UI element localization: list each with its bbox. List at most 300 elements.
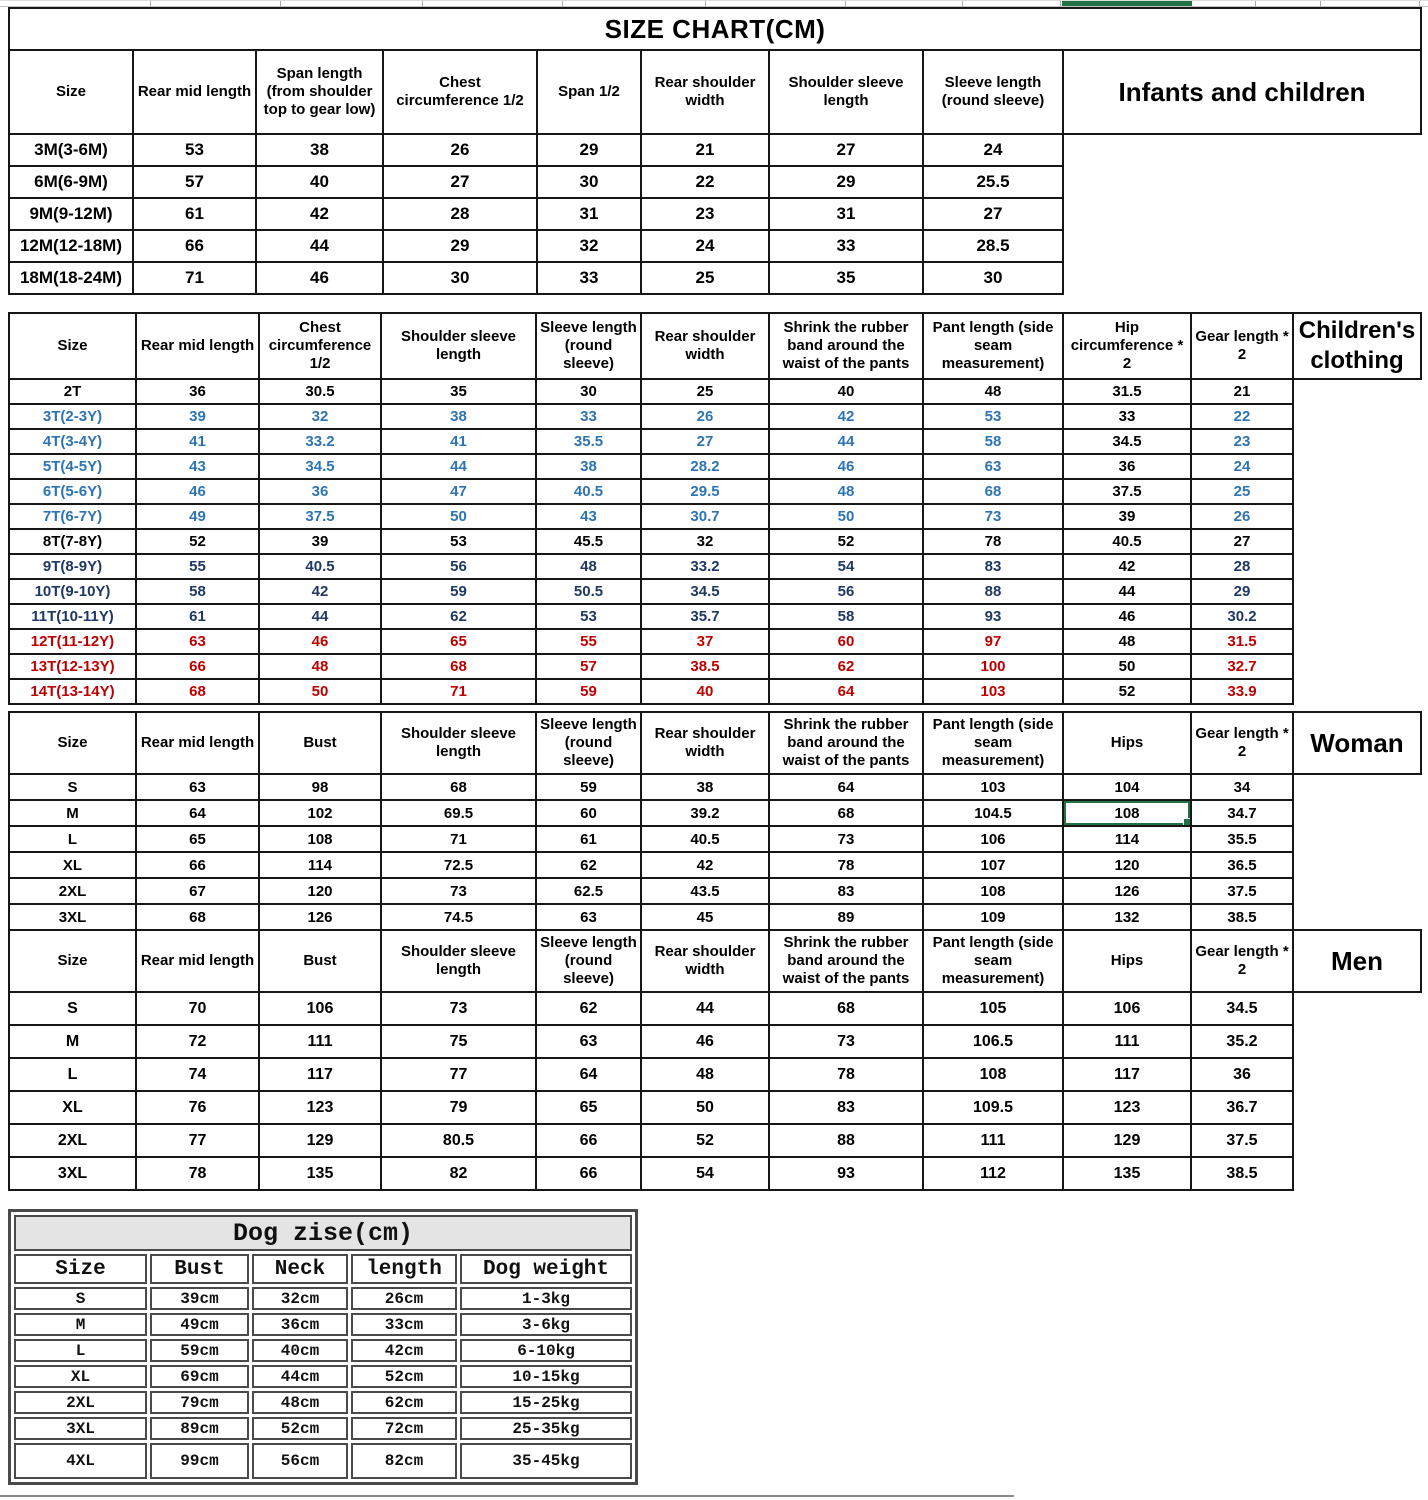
value-cell: 126 <box>259 904 381 930</box>
table-row <box>9 904 1421 930</box>
value-cell: 22 <box>1191 404 1293 429</box>
size-chart-title-row <box>9 8 1421 50</box>
value-cell: 52cm <box>351 1365 457 1388</box>
value-cell: 32 <box>641 529 769 554</box>
column-header-gear-length-2: Gear length * 2 <box>1191 712 1293 774</box>
column-header-size: Size <box>9 313 136 379</box>
value-cell: 111 <box>259 1025 381 1058</box>
value-cell: 103 <box>923 679 1063 704</box>
value-cell: 65 <box>136 826 259 852</box>
value-cell: 44 <box>1063 579 1191 604</box>
table-row <box>9 852 1421 878</box>
value-cell: 73 <box>381 992 536 1025</box>
value-cell: 100 <box>923 654 1063 679</box>
value-cell: 27 <box>383 166 537 198</box>
value-cell: 38 <box>536 454 641 479</box>
value-cell: 60 <box>769 629 923 654</box>
column-header-size: Size <box>9 50 133 134</box>
table-row <box>9 429 1421 454</box>
size-cell: 6M(6-9M) <box>9 166 133 198</box>
value-cell: 111 <box>1063 1025 1191 1058</box>
value-cell: 40.5 <box>1063 529 1191 554</box>
value-cell: 69.5 <box>381 800 536 826</box>
column-header-pant-length-side-seam-measurement: Pant length (side seam measurement) <box>923 313 1063 379</box>
column-header-rear-mid-length: Rear mid length <box>133 50 256 134</box>
value-cell: 61 <box>133 198 256 230</box>
table-row <box>9 198 1421 230</box>
value-cell: 44 <box>259 604 381 629</box>
value-cell: 66 <box>136 654 259 679</box>
value-cell: 52 <box>769 529 923 554</box>
size-cell: 2XL <box>14 1391 147 1414</box>
value-cell: 72 <box>136 1025 259 1058</box>
value-cell: 65 <box>536 1091 641 1124</box>
size-cell: 12M(12-18M) <box>9 230 133 262</box>
value-cell: 112 <box>923 1157 1063 1190</box>
value-cell: 123 <box>1063 1091 1191 1124</box>
value-cell: 48 <box>769 479 923 504</box>
value-cell: 33 <box>536 404 641 429</box>
value-cell: 27 <box>641 429 769 454</box>
size-cell: XL <box>14 1365 147 1388</box>
value-cell: 74.5 <box>381 904 536 930</box>
table-row <box>14 1339 632 1362</box>
value-cell: 48 <box>259 654 381 679</box>
column-header-rear-shoulder-width: Rear shoulder width <box>641 930 769 992</box>
value-cell: 107 <box>923 852 1063 878</box>
value-cell: 42 <box>259 579 381 604</box>
value-cell: 57 <box>133 166 256 198</box>
size-cell: 6T(5-6Y) <box>9 479 136 504</box>
table-row <box>9 166 1421 198</box>
value-cell: 71 <box>381 826 536 852</box>
value-cell: 53 <box>923 404 1063 429</box>
column-header-gear-length-2: Gear length * 2 <box>1191 930 1293 992</box>
size-cell: XL <box>9 852 136 878</box>
value-cell: 58 <box>136 579 259 604</box>
table-row <box>9 992 1421 1025</box>
value-cell: 73 <box>381 878 536 904</box>
column-header-shrink-the-rubber-band-around-the-waist-of-the-pants: Shrink the rubber band around the waist of the pants <box>769 313 923 379</box>
size-cell: 3XL <box>9 904 136 930</box>
table-row <box>14 1443 632 1479</box>
column-header-rear-shoulder-width: Rear shoulder width <box>641 50 769 134</box>
value-cell: 34.5 <box>1191 992 1293 1025</box>
value-cell: 25 <box>1191 479 1293 504</box>
size-cell: 5T(4-5Y) <box>9 454 136 479</box>
table-row <box>14 1391 632 1414</box>
dog-column-header-size: Size <box>14 1254 147 1284</box>
value-cell: 106.5 <box>923 1025 1063 1058</box>
table-row <box>9 1058 1421 1091</box>
value-cell: 45.5 <box>536 529 641 554</box>
selected-column-indicator <box>1062 1 1192 6</box>
column-header-hips: Hips <box>1063 930 1191 992</box>
size-cell: 3T(2-3Y) <box>9 404 136 429</box>
size-cell: L <box>9 826 136 852</box>
value-cell: 38.5 <box>641 654 769 679</box>
value-cell: 73 <box>769 1025 923 1058</box>
column-header-span-1-2: Span 1/2 <box>537 50 641 134</box>
men-header-row <box>9 930 1421 992</box>
value-cell: 29 <box>1191 579 1293 604</box>
dog-column-header-length: length <box>351 1254 457 1284</box>
woman-header-row <box>9 712 1421 774</box>
value-cell: 71 <box>381 679 536 704</box>
value-cell: 67 <box>136 878 259 904</box>
dog-table-title-row <box>14 1215 632 1251</box>
table-row <box>9 878 1421 904</box>
value-cell: 44 <box>641 992 769 1025</box>
table-row <box>9 1091 1421 1124</box>
table-row <box>9 800 1421 826</box>
value-cell: 103 <box>923 774 1063 800</box>
value-cell: 42 <box>1063 554 1191 579</box>
table-row <box>9 454 1421 479</box>
value-cell: 52 <box>641 1124 769 1157</box>
value-cell: 26cm <box>351 1287 457 1310</box>
value-cell: 98 <box>259 774 381 800</box>
column-header-pant-length-side-seam-measurement: Pant length (side seam measurement) <box>923 712 1063 774</box>
value-cell: 32cm <box>252 1287 348 1310</box>
value-cell: 44cm <box>252 1365 348 1388</box>
value-cell: 37.5 <box>1191 1124 1293 1157</box>
spreadsheet-top-gridline <box>0 0 1428 7</box>
value-cell: 45 <box>641 904 769 930</box>
table-row <box>9 579 1421 604</box>
value-cell: 29.5 <box>641 479 769 504</box>
size-cell: 3M(3-6M) <box>9 134 133 166</box>
column-header-bust: Bust <box>259 712 381 774</box>
value-cell: 62 <box>769 654 923 679</box>
men-size-table <box>8 929 1422 1191</box>
value-cell: 34.5 <box>641 579 769 604</box>
value-cell: 58 <box>923 429 1063 454</box>
table-row <box>9 604 1421 629</box>
value-cell: 108 <box>923 1058 1063 1091</box>
value-cell: 15-25kg <box>460 1391 632 1414</box>
table-row <box>9 479 1421 504</box>
value-cell: 59 <box>536 679 641 704</box>
column-header-pant-length-side-seam-measurement: Pant length (side seam measurement) <box>923 930 1063 992</box>
value-cell: 33 <box>1063 404 1191 429</box>
value-cell: 46 <box>136 479 259 504</box>
children-header-row <box>9 313 1421 379</box>
column-header-shoulder-sleeve-length: Shoulder sleeve length <box>769 50 923 134</box>
value-cell: 38 <box>381 404 536 429</box>
value-cell: 50 <box>769 504 923 529</box>
value-cell: 46 <box>1063 604 1191 629</box>
table-row <box>9 504 1421 529</box>
table-row <box>9 774 1421 800</box>
size-cell: 9M(9-12M) <box>9 198 133 230</box>
value-cell: 34.5 <box>1063 429 1191 454</box>
size-cell: 2XL <box>9 1124 136 1157</box>
value-cell: 35-45kg <box>460 1443 632 1479</box>
value-cell: 72cm <box>351 1417 457 1440</box>
table-row <box>9 554 1421 579</box>
value-cell: 66 <box>536 1124 641 1157</box>
column-header-shrink-the-rubber-band-around-the-waist-of-the-pants: Shrink the rubber band around the waist of the pants <box>769 930 923 992</box>
value-cell: 32 <box>259 404 381 429</box>
value-cell: 31 <box>769 198 923 230</box>
column-header-rear-shoulder-width: Rear shoulder width <box>641 712 769 774</box>
value-cell: 43.5 <box>641 878 769 904</box>
value-cell: 35 <box>769 262 923 294</box>
value-cell: 68 <box>136 904 259 930</box>
column-header-shoulder-sleeve-length: Shoulder sleeve length <box>381 313 536 379</box>
value-cell: 64 <box>769 679 923 704</box>
column-header-hip-circumference-2: Hip circumference * 2 <box>1063 313 1191 379</box>
infants-header-row <box>9 50 1421 134</box>
value-cell: 41 <box>381 429 536 454</box>
value-cell: 43 <box>136 454 259 479</box>
value-cell: 69cm <box>150 1365 249 1388</box>
value-cell: 27 <box>769 134 923 166</box>
value-cell: 68 <box>923 479 1063 504</box>
value-cell: 39 <box>136 404 259 429</box>
dog-table-title: Dog zise(cm) <box>14 1215 632 1251</box>
table-row <box>9 404 1421 429</box>
value-cell: 63 <box>136 629 259 654</box>
column-header-sleeve-length-round-sleeve: Sleeve length (round sleeve) <box>536 712 641 774</box>
value-cell: 59cm <box>150 1339 249 1362</box>
table-row <box>9 679 1421 704</box>
value-cell: 40 <box>769 379 923 404</box>
value-cell: 24 <box>641 230 769 262</box>
value-cell: 109 <box>923 904 1063 930</box>
value-cell: 52 <box>136 529 259 554</box>
table-row <box>9 1124 1421 1157</box>
column-header-sleeve-length-round-sleeve: Sleeve length (round sleeve) <box>923 50 1063 134</box>
value-cell: 25-35kg <box>460 1417 632 1440</box>
value-cell: 55 <box>136 554 259 579</box>
value-cell: 54 <box>769 554 923 579</box>
value-cell: 3-6kg <box>460 1313 632 1336</box>
value-cell: 46 <box>259 629 381 654</box>
value-cell: 61 <box>136 604 259 629</box>
value-cell: 88 <box>769 1124 923 1157</box>
value-cell: 39.2 <box>641 800 769 826</box>
value-cell: 39 <box>1063 504 1191 529</box>
value-cell: 27 <box>923 198 1063 230</box>
value-cell: 26 <box>383 134 537 166</box>
size-cell: 8T(7-8Y) <box>9 529 136 554</box>
value-cell: 50 <box>381 504 536 529</box>
value-cell: 30 <box>923 262 1063 294</box>
table-row <box>9 826 1421 852</box>
value-cell: 88 <box>923 579 1063 604</box>
value-cell: 106 <box>1063 992 1191 1025</box>
value-cell: 24 <box>1191 454 1293 479</box>
value-cell: 32 <box>537 230 641 262</box>
dog-header-row <box>14 1254 632 1284</box>
size-cell: S <box>9 774 136 800</box>
value-cell: 33cm <box>351 1313 457 1336</box>
value-cell: 33 <box>769 230 923 262</box>
value-cell: 39cm <box>150 1287 249 1310</box>
value-cell: 62 <box>536 852 641 878</box>
value-cell: 83 <box>769 878 923 904</box>
value-cell: 24 <box>923 134 1063 166</box>
value-cell: 102 <box>259 800 381 826</box>
value-cell: 30.7 <box>641 504 769 529</box>
value-cell: 30.2 <box>1191 604 1293 629</box>
table-row <box>9 230 1421 262</box>
value-cell: 37 <box>641 629 769 654</box>
value-cell: 40.5 <box>259 554 381 579</box>
size-cell: M <box>14 1313 147 1336</box>
value-cell: 28 <box>1191 554 1293 579</box>
value-cell: 1-3kg <box>460 1287 632 1310</box>
size-cell: S <box>9 992 136 1025</box>
value-cell: 35.7 <box>641 604 769 629</box>
value-cell: 40 <box>256 166 383 198</box>
value-cell: 55 <box>536 629 641 654</box>
value-cell: 6-10kg <box>460 1339 632 1362</box>
value-cell: 36 <box>1063 454 1191 479</box>
value-cell: 41 <box>136 429 259 454</box>
size-cell: 2T <box>9 379 136 404</box>
column-header-size: Size <box>9 930 136 992</box>
value-cell: 120 <box>1063 852 1191 878</box>
value-cell: 53 <box>536 604 641 629</box>
value-cell: 40.5 <box>536 479 641 504</box>
value-cell: 36 <box>259 479 381 504</box>
value-cell: 48 <box>536 554 641 579</box>
column-header-rear-shoulder-width: Rear shoulder width <box>641 313 769 379</box>
value-cell: 106 <box>259 992 381 1025</box>
value-cell: 77 <box>136 1124 259 1157</box>
value-cell: 42 <box>641 852 769 878</box>
value-cell: 74 <box>136 1058 259 1091</box>
value-cell: 23 <box>1191 429 1293 454</box>
value-cell: 50 <box>259 679 381 704</box>
value-cell: 38 <box>641 774 769 800</box>
dog-column-header-bust: Bust <box>150 1254 249 1284</box>
value-cell: 53 <box>133 134 256 166</box>
value-cell: 114 <box>259 852 381 878</box>
value-cell: 44 <box>381 454 536 479</box>
size-cell: L <box>9 1058 136 1091</box>
value-cell: 10-15kg <box>460 1365 632 1388</box>
value-cell: 57 <box>536 654 641 679</box>
value-cell: 21 <box>1191 379 1293 404</box>
value-cell: 59 <box>381 579 536 604</box>
value-cell: 23 <box>641 198 769 230</box>
size-cell: 4T(3-4Y) <box>9 429 136 454</box>
size-cell: 14T(13-14Y) <box>9 679 136 704</box>
section-label-men: Men <box>1293 930 1421 992</box>
value-cell: 60 <box>536 800 641 826</box>
value-cell: 47 <box>381 479 536 504</box>
infants-children-size-table <box>8 7 1422 295</box>
value-cell: 117 <box>1063 1058 1191 1091</box>
value-cell: 114 <box>1063 826 1191 852</box>
value-cell: 78 <box>769 852 923 878</box>
value-cell: 34.7 <box>1191 800 1293 826</box>
size-cell: 13T(12-13Y) <box>9 654 136 679</box>
value-cell: 89cm <box>150 1417 249 1440</box>
column-header-shoulder-sleeve-length: Shoulder sleeve length <box>381 712 536 774</box>
value-cell: 30 <box>536 379 641 404</box>
value-cell: 72.5 <box>381 852 536 878</box>
value-cell: 46 <box>641 1025 769 1058</box>
value-cell: 66 <box>133 230 256 262</box>
value-cell: 62.5 <box>536 878 641 904</box>
size-cell: 10T(9-10Y) <box>9 579 136 604</box>
value-cell: 33.9 <box>1191 679 1293 704</box>
value-cell: 22 <box>641 166 769 198</box>
value-cell: 77 <box>381 1058 536 1091</box>
value-cell: 93 <box>923 604 1063 629</box>
children-clothing-size-table <box>8 312 1422 705</box>
value-cell: 52 <box>1063 679 1191 704</box>
size-cell: 11T(10-11Y) <box>9 604 136 629</box>
size-cell: 4XL <box>14 1443 147 1479</box>
value-cell: 78 <box>923 529 1063 554</box>
table-row <box>9 379 1421 404</box>
size-cell: L <box>14 1339 147 1362</box>
value-cell: 117 <box>259 1058 381 1091</box>
value-cell: 135 <box>1063 1157 1191 1190</box>
value-cell: 46 <box>769 454 923 479</box>
spreadsheet-bottom-gridline <box>0 1495 1014 1497</box>
value-cell: 62 <box>536 992 641 1025</box>
value-cell: 80.5 <box>381 1124 536 1157</box>
column-header-rear-mid-length: Rear mid length <box>136 712 259 774</box>
size-cell: 3XL <box>14 1417 147 1440</box>
column-header-hips: Hips <box>1063 712 1191 774</box>
value-cell: 50.5 <box>536 579 641 604</box>
value-cell: 56cm <box>252 1443 348 1479</box>
value-cell: 40.5 <box>641 826 769 852</box>
value-cell: 34 <box>1191 774 1293 800</box>
value-cell: 33.2 <box>641 554 769 579</box>
value-cell: 25 <box>641 379 769 404</box>
dog-column-header-neck: Neck <box>252 1254 348 1284</box>
table-row <box>9 529 1421 554</box>
size-cell: 18M(18-24M) <box>9 262 133 294</box>
value-cell: 46 <box>256 262 383 294</box>
value-cell: 79 <box>381 1091 536 1124</box>
value-cell: 36.7 <box>1191 1091 1293 1124</box>
table-row <box>9 629 1421 654</box>
value-cell: 37.5 <box>1191 878 1293 904</box>
value-cell: 52cm <box>252 1417 348 1440</box>
value-cell: 33 <box>537 262 641 294</box>
value-cell: 64 <box>769 774 923 800</box>
value-cell: 63 <box>923 454 1063 479</box>
value-cell: 63 <box>536 1025 641 1058</box>
value-cell: 111 <box>923 1124 1063 1157</box>
value-cell: 106 <box>923 826 1063 852</box>
value-cell: 28 <box>383 198 537 230</box>
value-cell: 44 <box>256 230 383 262</box>
value-cell: 56 <box>769 579 923 604</box>
table-row <box>9 1157 1421 1190</box>
column-header-chest-circumference-1-2: Chest circumference 1/2 <box>259 313 381 379</box>
value-cell: 35 <box>381 379 536 404</box>
table-row <box>9 134 1421 166</box>
value-cell: 42 <box>769 404 923 429</box>
value-cell: 28.5 <box>923 230 1063 262</box>
value-cell: 31.5 <box>1191 629 1293 654</box>
value-cell: 62 <box>381 604 536 629</box>
value-cell: 29 <box>769 166 923 198</box>
value-cell: 37.5 <box>1063 479 1191 504</box>
value-cell: 28.2 <box>641 454 769 479</box>
